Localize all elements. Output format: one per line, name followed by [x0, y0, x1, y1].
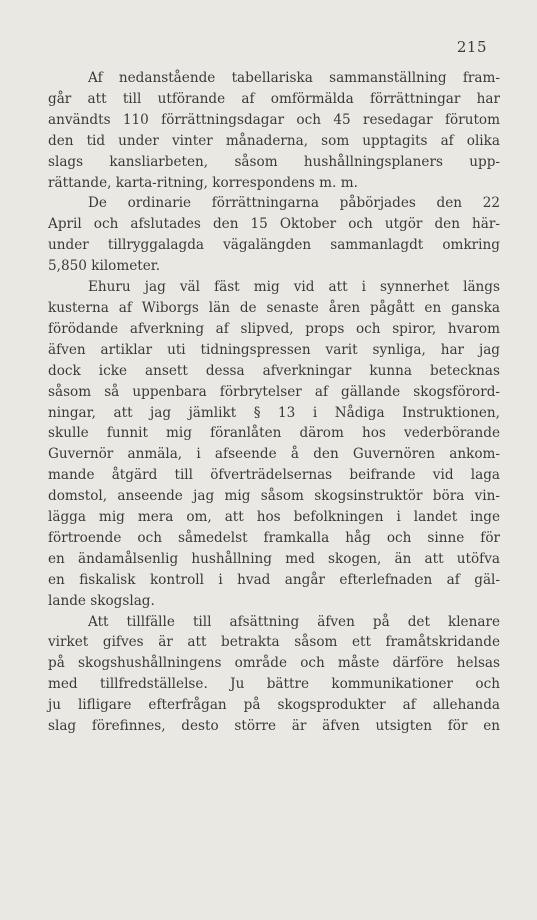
text-line: slag förefinnes, desto större är äfven utsigten för en — [48, 718, 500, 735]
text-line: Af nedanstående tabellariska sammanställning fram- — [88, 70, 500, 86]
text-line: virket gifves är att betrakta såsom ett framåtskridande — [48, 634, 500, 651]
text-line: kusterna af Wiborgs län de senaste åren pågått en ganska — [48, 299, 500, 316]
text-line: under tillryggalagda vägalängden sammanlagdt omkring — [48, 237, 500, 254]
text-line: Att tillfälle till afsättning äfven på det klenare — [88, 613, 500, 630]
text-line: går att till utförande af omförmälda förrättningar har — [48, 90, 500, 107]
text-line: ningar, att jag jämlikt § 13 i Nådiga Instruktionen, — [48, 404, 500, 421]
text-line: förtroende och såmedelst framkalla håg och sinne för — [48, 529, 500, 546]
text-line: den tid under vinter månaderna, som upptagits af olika — [48, 132, 500, 149]
text-line: på skogshushållningens område och måste därföre helsas — [48, 655, 500, 672]
text-line: med tillfredställelse. Ju bättre kommunikationer och — [48, 676, 500, 693]
text-line: lägga mig mera om, att hos befolkningen i landet inge — [48, 509, 500, 526]
text-line: skulle funnit mig föranlåten därom hos vederbörande — [48, 425, 500, 442]
page-number: 215 — [456, 38, 487, 56]
text-line: äfven artiklar uti tidningspressen varit synliga, har jag — [48, 341, 500, 358]
text-line: förödande afverkning af slipved, props och spiror, hvarom — [48, 320, 500, 337]
text-line: Guvernör anmäla, i afseende å den Guvernören ankom- — [48, 446, 500, 463]
text-line: lande skogslag. — [48, 592, 155, 609]
text-line: De ordinarie förrättningarna påbörjades den 22 — [88, 195, 500, 212]
text-line: en ändamålsenlig hushållning med skogen, än att utöfva — [48, 550, 500, 567]
text-line: användts 110 förrättningsdagar och 45 resedagar förutom — [48, 111, 500, 128]
text-line: April och afslutades den 15 Oktober och utgör den här- — [48, 216, 500, 233]
text-line: Ehuru jag väl fäst mig vid att i synnerhet längs — [88, 279, 500, 296]
text-line: mande åtgärd till öfverträdelsernas beifrande vid laga — [48, 467, 500, 484]
text-line: ju lifligare efterfrågan på skogsprodukter af allehanda — [48, 697, 500, 714]
text-line: såsom så uppenbara förbrytelser af gällande skogsförord- — [48, 383, 500, 400]
text-line: rättande, karta-ritning, korrespondens m. m. — [48, 174, 358, 191]
text-line: slags kansliarbeten, såsom hushållningsplaners upp- — [48, 153, 500, 170]
text-line: dock icke ansett dessa afverkningar kunna betecknas — [48, 362, 500, 379]
body-text — [48, 68, 500, 737]
text-line: domstol, anseende jag mig såsom skogsinstruktör böra vin- — [48, 488, 500, 505]
text-line: 5,850 kilometer. — [48, 258, 161, 275]
text-line: en fiskalisk kontroll i hvad angår efterlefnaden af gäl- — [48, 571, 500, 588]
